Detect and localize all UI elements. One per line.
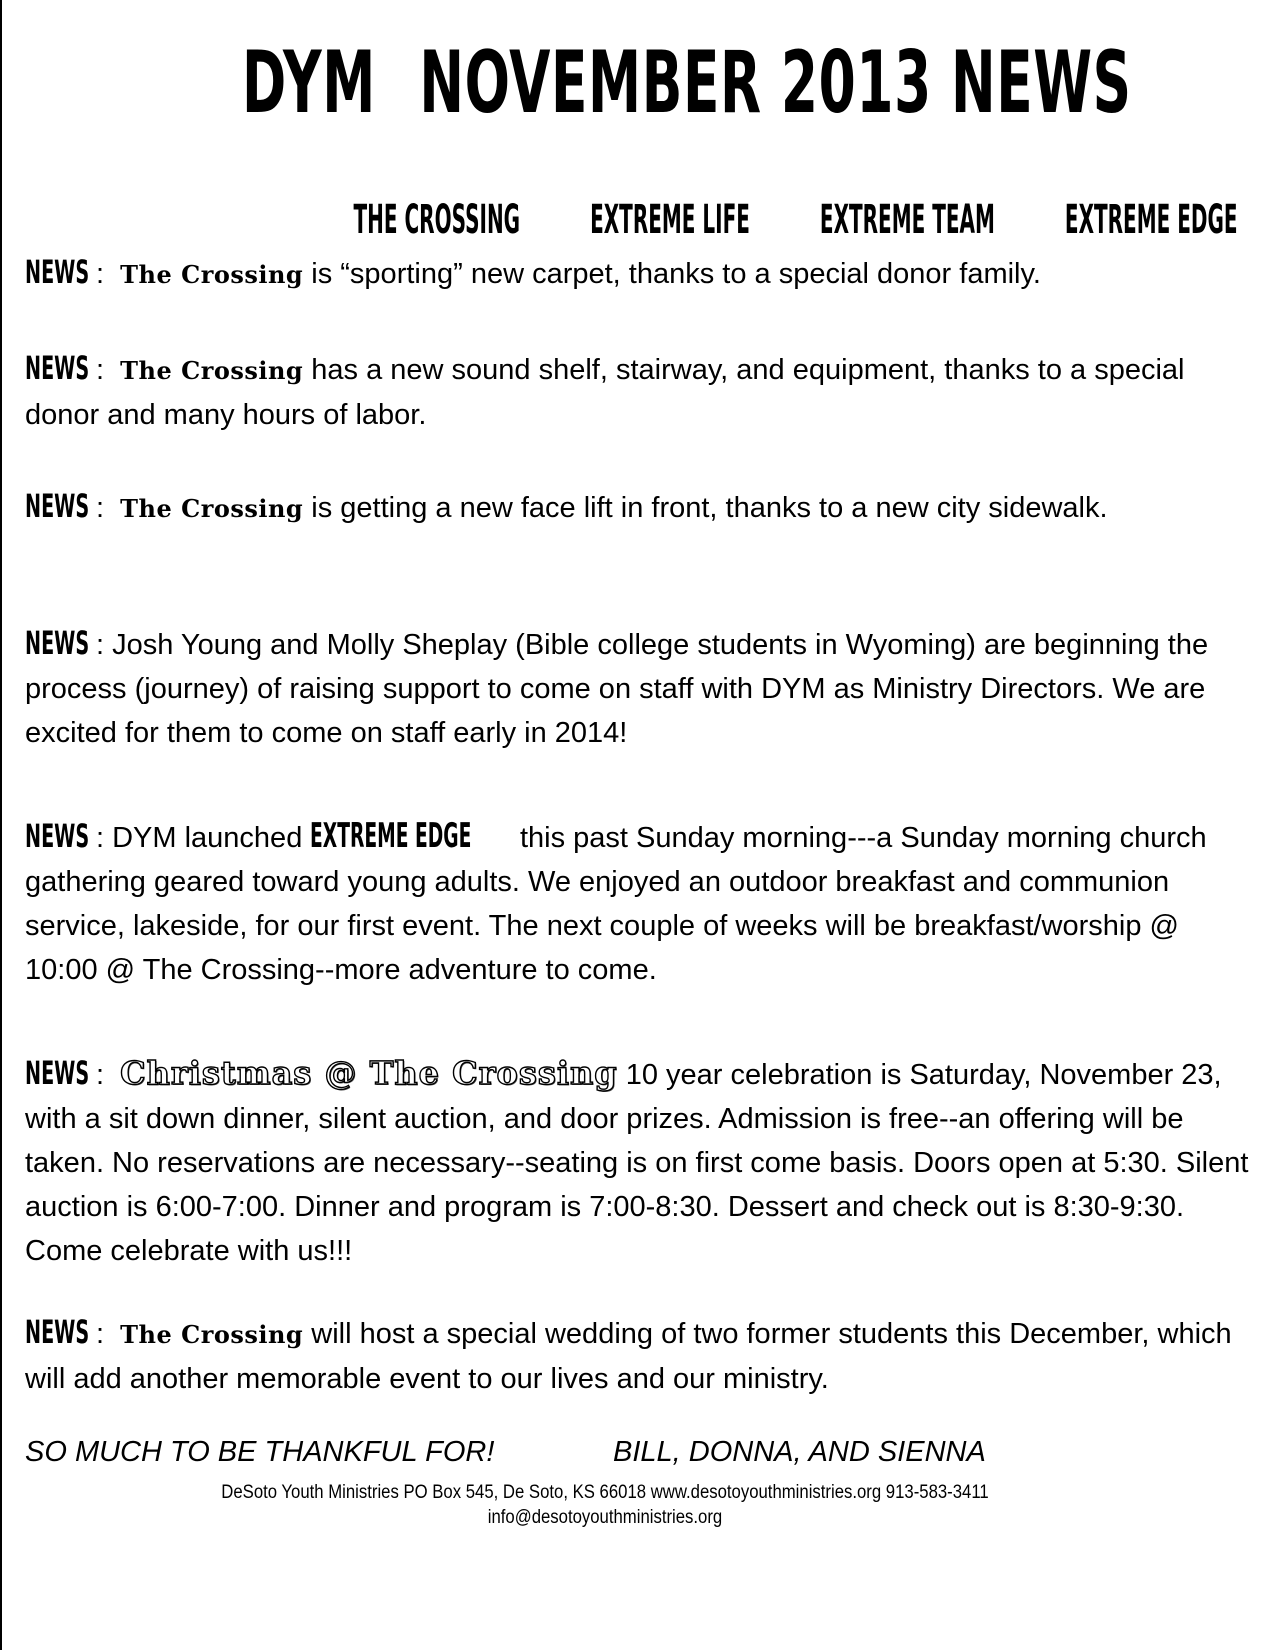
ministry-extreme-life: EXTREME LIFE	[590, 197, 750, 243]
news-text: Josh Young and Molly Sheplay (Bible college students in Wyoming) are beginning the process (journey) of raising support to come on staff with DYM as Ministry Directors. We are excited for them to come on staff early in 2014!	[25, 629, 1209, 749]
news-item-carpet: NEWS : The Crossing is “sporting” new carpet, thanks to a special donor family.	[25, 250, 1255, 297]
news-text: is getting a new face lift in front, thanks to a new city sidewalk.	[303, 492, 1108, 524]
news-label: NEWS	[25, 349, 90, 387]
closing-signature: BILL, DONNA, AND SIENNA	[613, 1436, 986, 1468]
brand-the-crossing: The Crossing	[120, 494, 304, 523]
ministry-extreme-team: EXTREME TEAM	[819, 197, 995, 243]
news-item-wedding: NEWS : The Crossing will host a special wedding of two former students this December, which will add another memorable event to our lives and our ministry.	[25, 1310, 1255, 1401]
title-org: DYM	[242, 33, 376, 133]
news-text: has a new sound shelf, stairway, and equipment, thanks to a special donor and many hours of labor.	[25, 354, 1185, 431]
newsletter-title	[242, 33, 1132, 133]
news-label: NEWS	[25, 487, 90, 525]
brand-the-crossing: The Crossing	[120, 260, 304, 289]
title-issue: NOVEMBER 2013 NEWS	[419, 33, 1132, 133]
news-label: NEWS	[25, 1054, 90, 1092]
news-text: is “sporting” new carpet, thanks to a special donor family.	[303, 258, 1041, 290]
ministry-list	[319, 197, 1238, 243]
news-item-sound-shelf: NEWS : The Crossing has a new sound shelf, stairway, and equipment, thanks to a special donor and many hours of labor.	[25, 346, 1255, 437]
closing-thanks: SO MUCH TO BE THANKFUL FOR!	[25, 1436, 495, 1468]
news-label: NEWS	[25, 253, 90, 291]
brand-the-crossing: The Crossing	[120, 1320, 304, 1349]
news-item-new-staff: NEWS : Josh Young and Molly Sheplay (Bible college students in Wyoming) are beginning the process (journey) of raising support to come on staff with DYM as Ministry Directors. We are excited for them to come on staff early in 2014!	[25, 621, 1255, 755]
brand-christmas-at-the-crossing: Christmas @ The Crossing	[120, 1054, 618, 1092]
footer-contact: DeSoto Youth Ministries PO Box 545, De Soto, KS 66018 www.desotoyouthministries.org 913-583-3411	[221, 1482, 989, 1503]
footer-email: info@desotoyouthministries.org	[487, 1507, 723, 1528]
ministry-the-crossing: THE CROSSING	[353, 197, 521, 243]
news-text: this past Sunday morning---a Sunday morning church gathering geared toward young adults. We enjoyed an outdoor breakfast and communion service, lakeside, for our first event. The next couple of weeks will be breakfast/worship @ 10:00 @ The Crossing--more adventure to come.	[25, 822, 1207, 986]
news-text: 10 year celebration is Saturday, November 23, with a sit down dinner, silent auction, and door prizes. Admission is free--an offering will be taken. No reservations are necessary--seating is on first come basis. Doors open at 5:30. Silent auction is 6:00-7:00. Dinner and program is 7:00-8:30. Dessert and check out is 8:30-9:30. Come celebrate with us!!!	[25, 1059, 1249, 1267]
news-item-sidewalk: NEWS : The Crossing is getting a new face lift in front, thanks to a new city sidewalk.	[25, 484, 1255, 531]
news-text-before: DYM launched	[104, 822, 311, 854]
ministry-extreme-edge: EXTREME EDGE	[1064, 197, 1238, 243]
news-text: will host a special wedding of two former students this December, which will add another memorable event to our lives and our ministry.	[25, 1318, 1232, 1395]
news-item-extreme-edge: NEWS : DYM launched EXTREME EDGE this past Sunday morning---a Sunday morning church gathering geared toward young adults. We enjoyed an outdoor breakfast and communion service, lakeside, for our first event. The next couple of weeks will be breakfast/worship @ 10:00 @ The Crossing--more adventure to come.	[25, 816, 1207, 986]
news-item-christmas: NEWS : Christmas @ The Crossing 10 year celebration is Saturday, November 23, with a sit down dinner, silent auction, and door prizes. Admission is free--an offering will be taken. No reservations are necessary--seating is on first come basis. Doors open at 5:30. Silent auction is 6:00-7:00. Dinner and program is 7:00-8:30. Dessert and check out is 8:30-9:30. Come celebrate with us!!!	[25, 1051, 1255, 1273]
news-label: NEWS	[25, 817, 90, 855]
brand-extreme-edge: EXTREME EDGE	[310, 816, 472, 856]
news-label: NEWS	[25, 624, 90, 662]
brand-the-crossing: The Crossing	[120, 356, 304, 385]
page-left-border	[0, 0, 2, 1650]
news-label: NEWS	[25, 1313, 90, 1351]
